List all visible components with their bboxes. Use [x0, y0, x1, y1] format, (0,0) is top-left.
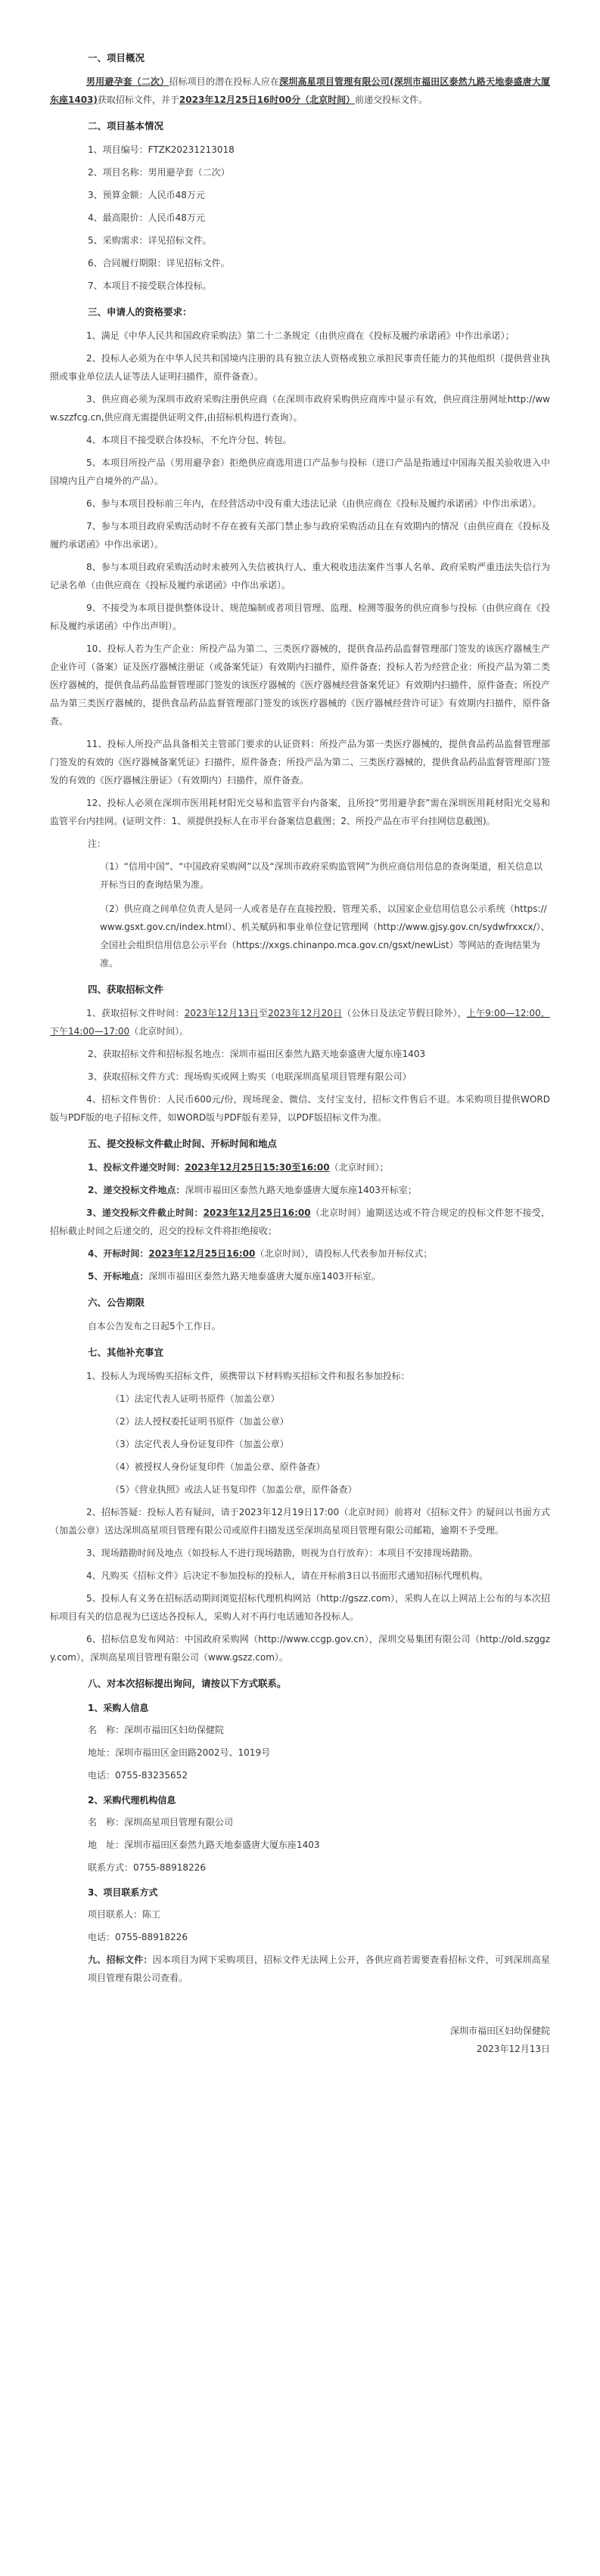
- qualification-item: 3、供应商必须为深圳市政府采购注册供应商（在深圳市政府采购供应商库中显示有效，供应商注册网址http://www.szzfcg.cn,供应商无需提供证明文件,由招标机构进行查询）。: [50, 394, 550, 423]
- project-info-item: 1、项目编号：FTZK20231213018: [88, 144, 235, 155]
- supplementary-item: 6、招标信息发布网站：中国政府采购网（http://www.ccgp.gov.cn），深圳交易集团有限公司（http://old.szggzy.com），深圳高星项目管理有限公司（www.gszz.com）。: [50, 1634, 550, 1663]
- notice-period: 自本公告发布之日起5个工作日。: [88, 1321, 221, 1331]
- required-materials-intro: 1、投标人为现场购买招标文件，须携带以下材料购买招标文件和报名参加投标：: [86, 1371, 410, 1381]
- section-2-title: 二、项目基本情况: [88, 120, 164, 132]
- project-info-item: 4、最高限价：人民币48万元: [88, 212, 205, 223]
- supplementary-item: 4、凡购买《招标文件》后决定不参加投标的投标人，请在开标前3日以书面形式通知招标代理机构。: [86, 1570, 489, 1581]
- purchaser-heading: 1、采购人信息: [88, 1703, 149, 1713]
- section-6-title: 六、公告期限: [88, 1297, 145, 1308]
- purchaser-address: 地址：深圳市福田区金田路2002号、1019号: [88, 1747, 271, 1758]
- agency-phone: 联系方式：0755-88918226: [88, 1862, 206, 1873]
- acquire-info-item: 3、获取招标文件方式：现场购买或网上购买（电联深圳高星项目管理有限公司）: [88, 1071, 412, 1082]
- qualification-item: 12、投标人必须在深圳市医用耗材阳光交易和监管平台内备案，且所投“男用避孕套”需在深圳医用耗材阳光交易和监管平台内挂网。(证明文件：1、须提供投标人在市平台备案信息截图；2、所投产品在市平台挂网信息截图)。: [50, 798, 550, 826]
- project-info-item: 2、项目名称：男用避孕套（二次）: [88, 167, 230, 178]
- submit-time: 1、投标文件递交时间：2023年12月25日15:30至16:00（北京时间）；: [88, 1162, 389, 1173]
- agency-address: 地 址：深圳市福田区泰然九路天地泰盛唐大厦东座1403: [88, 1840, 320, 1850]
- document-fee: 4、招标文件售价：人民币600元/份，现场现金、微信、支付宝支付，招标文件售后不退。本采购项目提供WORD版与PDF版的电子招标文件，如WORD版与PDF版有差异，以PDF版招标文件为准。: [50, 1094, 550, 1123]
- project-info-item: 7、本项目不接受联合体投标。: [88, 281, 212, 291]
- section-9: 九、招标文件：因本项目为网下采购项目，招标文件无法网上公开，各供应商若需要查看招标文件，可到深圳高星项目管理有限公司查看。: [88, 1954, 550, 1983]
- agency-name: 名 称：深圳高星项目管理有限公司: [88, 1817, 234, 1827]
- note-label: 注：: [88, 839, 107, 849]
- project-contact-person: 项目联系人：陈工: [88, 1909, 161, 1920]
- supplementary-item: 3、现场踏勘时间及地点（如投标人不进行现场踏勘，则视为自行放弃）：本项目不安排现场踏勘。: [86, 1548, 478, 1558]
- agency-heading: 2、采购代理机构信息: [88, 1795, 176, 1806]
- qualification-item: 1、满足《中华人民共和国政府采购法》第二十二条规定（由供应商在《投标及履约承诺函》中作出承诺）；: [86, 330, 515, 341]
- submit-location: 2、递交投标文件地点：深圳市福田区泰然九路天地泰盛唐大厦东座1403开标室；: [88, 1185, 417, 1195]
- acquire-info-item: 2、获取招标文件和招标报名地点：深圳市福田区泰然九路天地泰盛唐大厦东座1403: [88, 1049, 426, 1059]
- qualification-item: 9、不接受为本项目提供整体设计、规范编制或者项目管理、监理、检测等服务的供应商参与投标（由供应商在《投标及履约承诺函》中作出声明）。: [50, 603, 550, 631]
- opening-time: 4、开标时间：2023年12月25日16:00（北京时间），请投标人代表参加开标仪式；: [88, 1248, 433, 1259]
- submit-deadline: 3、递交投标文件截止时间：2023年12月25日16:00（北京时间）逾期送达或不符合规定的投标文件恕不接受，招标截止时间之后递交的，迟交的投标文件将拒绝接收；: [50, 1207, 550, 1236]
- bid-deadline: 2023年12月25日16时00分（北京时间）: [179, 95, 356, 105]
- note-item: （1）“信用中国”、“中国政府采购网”以及“深圳市政府采购监管网”为供应商信用信息的查询渠道，相关信息以开标当日的查询结果为准。: [100, 861, 542, 890]
- qualification-item: 5、本项目所投产品（男用避孕套）拒绝供应商选用进口产品参与投标（进口产品是指通过中国海关报关验收进入中国境内且产自境外的产品）。: [50, 457, 550, 486]
- qualification-item: 10、投标人若为生产企业：所投产品为第二、三类医疗器械的，提供食品药品监督管理部门签发的该医疗器械生产企业许可（备案）证及医疗器械注册证（或备案凭证）有效期内扫描件，原件备查；投标人若为经营企业：所投产品为第二类医疗器械的，提供食品药品监督管理部门签发的该医疗器械的《医疗器械经营备案凭证》有效期内扫描件，原件备查；所投产品为第三类医疗器械的，提供食品药品监督管理部门签发的该医疗器械的《医疗器械经营许可证》有效期内扫描件，原件备查。: [50, 643, 550, 727]
- supplementary-item: 5、投标人有义务在招标活动期间浏览招标代理机构网站（http://gszz.com），采购人在以上网站上公布的与本次招标项目有关的信息视为已送达各投标人，采购人对不再行电话通知各投标人。: [50, 1593, 550, 1622]
- qualification-item: 8、参与本项目政府采购活动时未被列入失信被执行人、重大税收违法案件当事人名单、政府采购严重违法失信行为记录名单（由供应商在《投标及履约承诺函》中作出承诺）。: [50, 562, 550, 591]
- project-contact-phone: 电话：0755-88918226: [88, 1932, 188, 1942]
- supplementary-item: 2、招标答疑：投标人若有疑问，请于2023年12月19日17:00（北京时间）前将对《招标文件》的疑问以书面方式（加盖公章）送达深圳高星项目管理有限公司或原件扫描发送至深圳高星项目管理有限公司邮箱，逾期不予受理。: [50, 1507, 550, 1536]
- required-document: （5）《营业执照》或法人证书复印件（加盖公章，原件备查）: [110, 1484, 357, 1495]
- agency-location: 深圳高星项目管理有限公司(深圳市福田区泰然九路天地泰盛唐大厦东座1403): [50, 76, 550, 105]
- project-name: 男用避孕套（二次）: [86, 76, 169, 87]
- section-4-title: 四、获取招标文件: [88, 984, 164, 995]
- qualification-item: 4、本项目不接受联合体投标，不允许分包、转包。: [86, 435, 292, 445]
- section-5-title: 五、提交投标文件截止时间、开标时间和地点: [88, 1138, 278, 1149]
- project-info-item: 5、采购需求：详见招标文件。: [88, 235, 212, 246]
- note-item: （2）供应商之间单位负责人是同一人或者是存在直接控股、管理关系，以国家企业信用信息公示系统（https://www.gsxt.gov.cn/index.html）、机关赋码和事业单位登记管理网（http://www.gjsy.gov.cn/sydwfrxxcx/）、全国社会组织信用信息公示平台（https://xxgs.chinanpo.mca.gov.cn/gsxt/newList）等网站的查询结果为准。: [100, 904, 550, 969]
- section-9-title: 九、招标文件：: [88, 1954, 153, 1965]
- project-info-item: 6、合同履行期限：详见招标文件。: [88, 258, 230, 268]
- project-contact-heading: 3、项目联系方式: [88, 1887, 158, 1898]
- purchaser-phone: 电话：0755-83235652: [88, 1770, 188, 1781]
- section-3-title: 三、申请人的资格要求：: [88, 306, 192, 318]
- purchaser-name: 名 称：深圳市福田区妇幼保健院: [88, 1725, 225, 1735]
- opening-location: 5、开标地点：深圳市福田区泰然九路天地泰盛唐大厦东座1403开标室。: [88, 1271, 381, 1282]
- section-1-summary: 男用避孕套（二次）招标项目的潜在投标人应在深圳高星项目管理有限公司(深圳市福田区泰然九路天地泰盛唐大厦东座1403)获取招标文件，并于2023年12月25日16时00分（北京时间）前递交投标文件。: [50, 76, 550, 105]
- section-1-title: 一、项目概况: [88, 52, 145, 64]
- signature-date: 2023年12月13日: [476, 2044, 550, 2054]
- section-8-title: 八、对本次招标提出询问，请按以下方式联系。: [88, 1678, 287, 1689]
- qualification-item: 6、参与本项目投标前三年内，在经营活动中没有重大违法记录（由供应商在《投标及履约承诺函》中作出承诺）。: [86, 498, 542, 509]
- project-info-item: 3、预算金额：人民币48万元: [88, 190, 205, 200]
- acquire-time: 1、获取招标文件时间：2023年12月13日至2023年12月20日（公休日及法定节假日除外），上午9:00—12:00，下午14:00—17:00（北京时间）。: [50, 1008, 550, 1037]
- required-document: （1）法定代表人证明书原件（加盖公章）: [110, 1393, 280, 1404]
- qualification-item: 2、投标人必须为在中华人民共和国境内注册的具有独立法人资格或独立承担民事责任能力的其他组织（提供营业执照或事业单位法人证等法人证明扫描件，原件备查）。: [50, 353, 550, 382]
- signature-org: 深圳市福田区妇幼保健院: [449, 2026, 550, 2036]
- required-document: （2）法人授权委托证明书原件（加盖公章）: [110, 1416, 289, 1427]
- qualification-item: 11、投标人所投产品具备相关主管部门要求的认证资料：所投产品为第一类医疗器械的，提供食品药品监督管理部门签发的有效的《医疗器械备案凭证》扫描件，原件备查；所投产品为第二、三类医疗器械的，提供食品药品监督管理部门签发的有效的《医疗器械注册证》（有效期内）扫描件，原件备查。: [50, 739, 550, 786]
- qualification-item: 7、参与本项目政府采购活动时不存在被有关部门禁止参与政府采购活动且在有效期内的情况（由供应商在《投标及履约承诺函》中作出承诺）。: [50, 521, 550, 550]
- section-7-title: 七、其他补充事宜: [88, 1347, 164, 1358]
- required-document: （3）法定代表人身份证复印件（加盖公章）: [110, 1439, 289, 1449]
- required-document: （4）被授权人身份证复印件（加盖公章、原件备查）: [110, 1462, 325, 1472]
